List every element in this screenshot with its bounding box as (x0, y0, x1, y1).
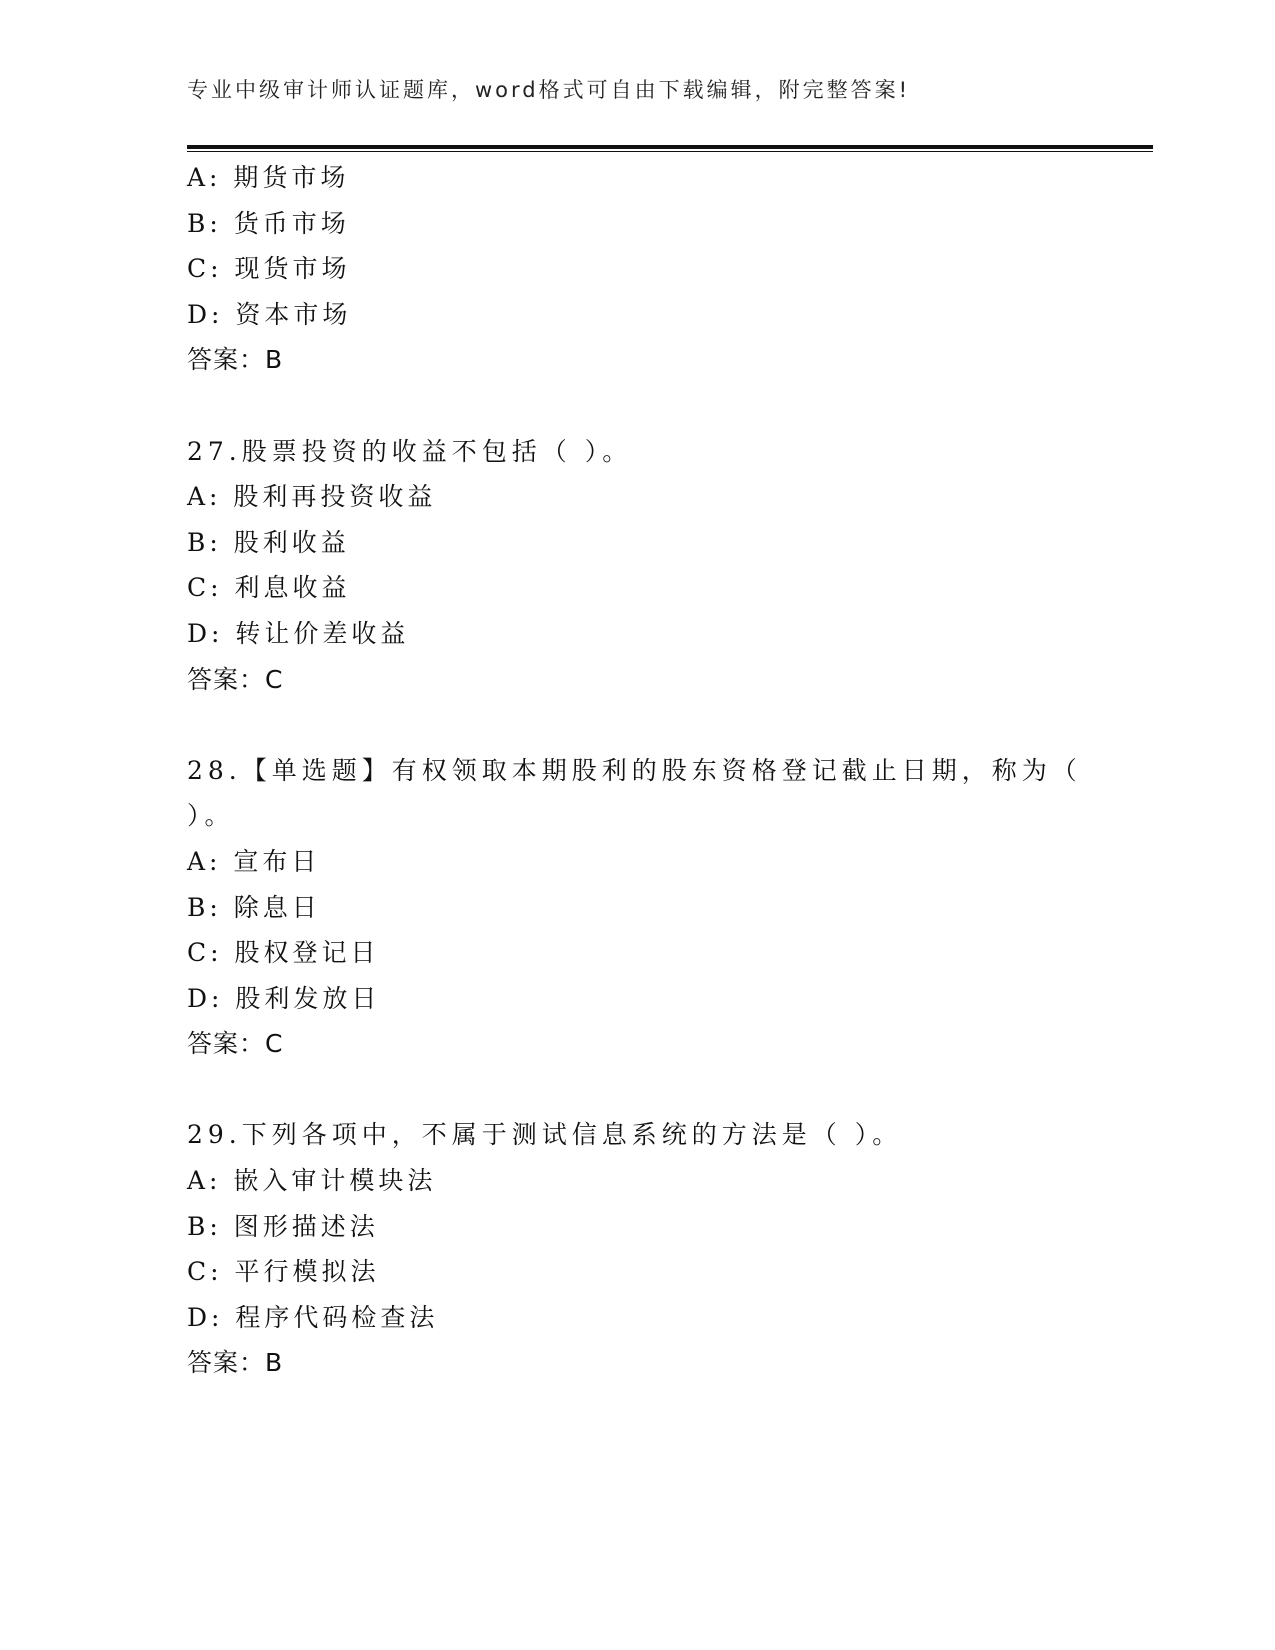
option-c: C: 现货市场 (187, 254, 351, 284)
header-rule-thick (187, 145, 1153, 149)
question-stem-line-2: ）。 (187, 801, 235, 831)
question-content (187, 155, 1087, 1386)
question-28 (187, 748, 1087, 1067)
answer: 答案：B (187, 345, 284, 375)
option-a: A: 嵌入审计模块法 (187, 1166, 437, 1196)
question-stem-line-1: 28.【单选题】有权领取本期股利的股东资格登记截止日期，称为（ (187, 755, 1082, 785)
answer: 答案：B (187, 1348, 284, 1378)
option-a: A: 股利再投资收益 (187, 482, 437, 512)
option-c: C: 利息收益 (187, 573, 351, 603)
header-rule-thin (187, 151, 1153, 152)
option-a: A: 宣布日 (187, 846, 321, 876)
answer: 答案：C (187, 664, 284, 694)
option-d: D: 转让价差收益 (187, 618, 410, 648)
option-a: A: 期货市场 (187, 163, 350, 192)
option-b: B: 股利收益 (187, 527, 350, 557)
option-c: C: 平行模拟法 (187, 1257, 380, 1287)
question-27 (187, 429, 1087, 703)
option-b: B: 除息日 (187, 892, 321, 922)
option-b: B: 图形描述法 (187, 1211, 379, 1241)
document-header: 专业中级审计师认证题库，word格式可自由下载编辑，附完整答案! (187, 78, 911, 102)
answer: 答案：C (187, 1029, 284, 1059)
option-b: B: 货币市场 (187, 208, 350, 238)
option-d: D: 程序代码检查法 (187, 1302, 439, 1332)
question-26 (187, 155, 1087, 383)
option-d: D: 股利发放日 (187, 983, 381, 1013)
question-29 (187, 1112, 1087, 1386)
question-stem: 29.下列各项中，不属于测试信息系统的方法是（ ）。 (187, 1120, 903, 1150)
option-c: C: 股权登记日 (187, 938, 380, 968)
option-d: D: 资本市场 (187, 299, 352, 329)
question-stem: 27.股票投资的收益不包括（ ）。 (187, 436, 633, 466)
